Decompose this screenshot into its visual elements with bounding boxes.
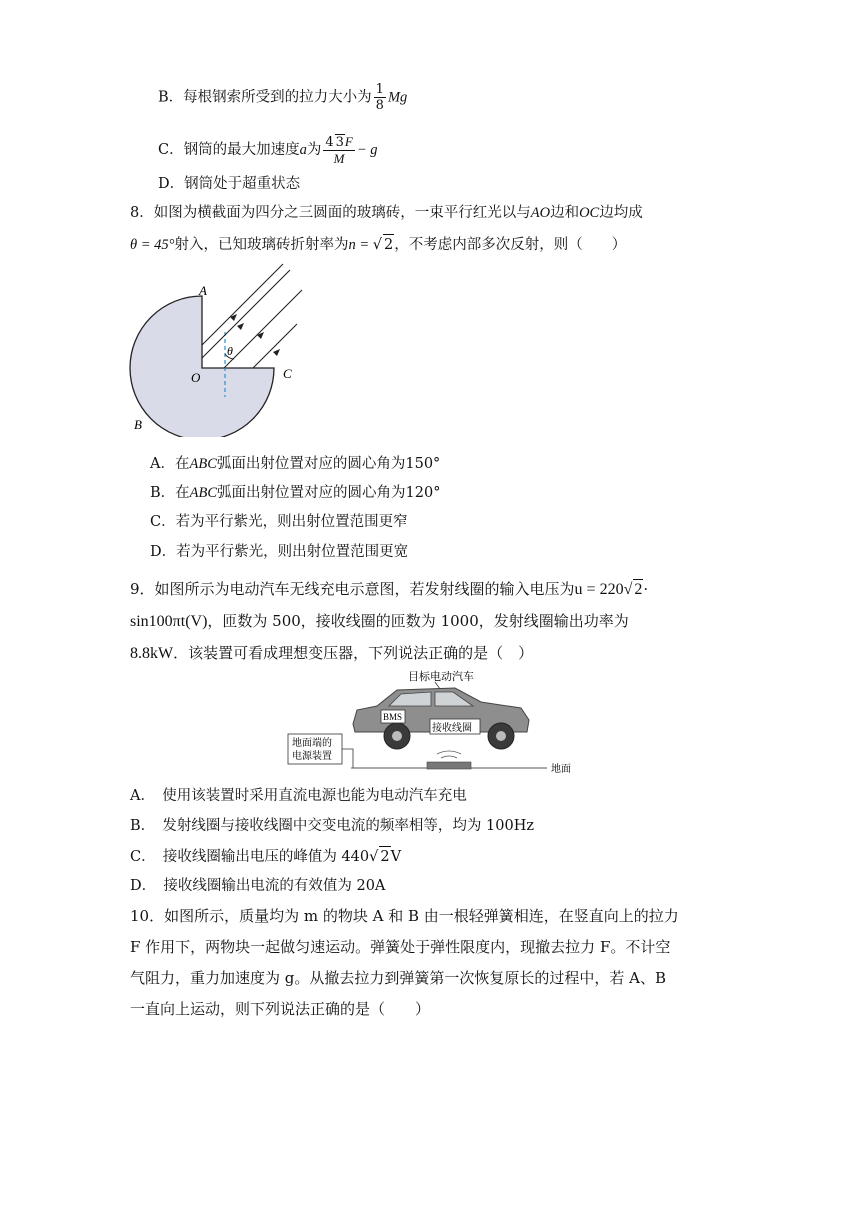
q8-stem-line1: 8．如图为横截面为四分之三圆面的玻璃砖，一束平行红光以与AO边和OC边均成 [130, 205, 643, 221]
quarter-circle-glass [130, 296, 274, 437]
label-a: A [199, 283, 207, 298]
q10-stem-line2: F 作用下，两物块一起做匀速运动。弹簧处于弹性限度内，现撤去拉力 F。不计空 [130, 938, 671, 956]
q10-stem-line4: 一直向上运动，则下列说法正确的是（ ） [130, 1000, 431, 1018]
q9-wireless-charging-diagram [285, 666, 585, 778]
label-o: O [191, 370, 201, 385]
transmitter-pad [427, 762, 471, 769]
ground-device-label-1: 地面端的 [292, 738, 332, 749]
car-title-label: 目标电动汽车 [408, 671, 474, 683]
q8-option-d: D．若为平行紫光，则出射位置范围更宽 [150, 544, 409, 560]
ray-arrows [230, 314, 280, 356]
q9-stem-line3: 8.8kW．该装置可看成理想变压器，下列说法正确的是（ ） [130, 644, 534, 662]
incident-rays [202, 264, 302, 368]
q10-stem-line3: 气阻力，重力加速度为 g。从撤去拉力到弹簧第一次恢复原长的过程中，若 A、B [130, 969, 666, 987]
q9-option-c: C． 接收线圈输出电压的峰值为 440√ 2V [130, 846, 401, 867]
q9-option-d: D． 接收线圈输出电流的有效值为 20A [130, 878, 386, 894]
bms-label: BMS [383, 712, 403, 722]
label-c: C [283, 366, 292, 381]
q8-option-a: A．在ABC弧面出射位置对应的圆心角为150° [150, 456, 441, 472]
ground-label: 地面 [551, 764, 571, 775]
q8-stem-line2: θ = 45°射入，已知玻璃砖折射率为n = √ 2，不考虑内部多次反射，则（ ） [130, 234, 626, 255]
q9-stem-line2: sin100πt(V)，匝数为 500，接收线圈的匝数为 1000，发射线圈输出功率为 [130, 612, 629, 630]
q10-stem-line1: 10．如图所示，质量均为 m 的物块 A 和 B 由一根轻弹簧相连，在竖直向上的拉力 [130, 907, 679, 925]
q7-option-b: B．每根钢索所受到的拉力大小为 $\frac{1}{8}$ Mg [158, 82, 408, 113]
q9-stem-line1: 9．如图所示为电动汽车无线充电示意图，若发射线圈的输入电压为u = 220√ 2· [130, 580, 649, 598]
q9-option-b: B． 发射线圈与接收线圈中交变电流的频率相等，均为 100Hz [130, 818, 534, 834]
ground-device-label-2: 电源装置 [292, 751, 332, 762]
q9-option-a: A． 使用该装置时采用直流电源也能为电动汽车充电 [130, 788, 467, 804]
q7-option-c: C．钢筒的最大加速度a为 $\frac{4 3F}{M}$ − g [158, 134, 378, 166]
q8-option-c: C．若为平行紫光，则出射位置范围更窄 [150, 514, 408, 530]
q7-option-d: D．钢筒处于超重状态 [158, 176, 301, 192]
q8-option-b: B．在ABC弧面出射位置对应的圆心角为120° [150, 485, 441, 501]
label-theta: θ [227, 344, 233, 358]
receiver-label: 接收线圈 [432, 723, 472, 734]
label-b: B [134, 417, 142, 432]
q8-glass-brick-diagram [125, 262, 310, 437]
